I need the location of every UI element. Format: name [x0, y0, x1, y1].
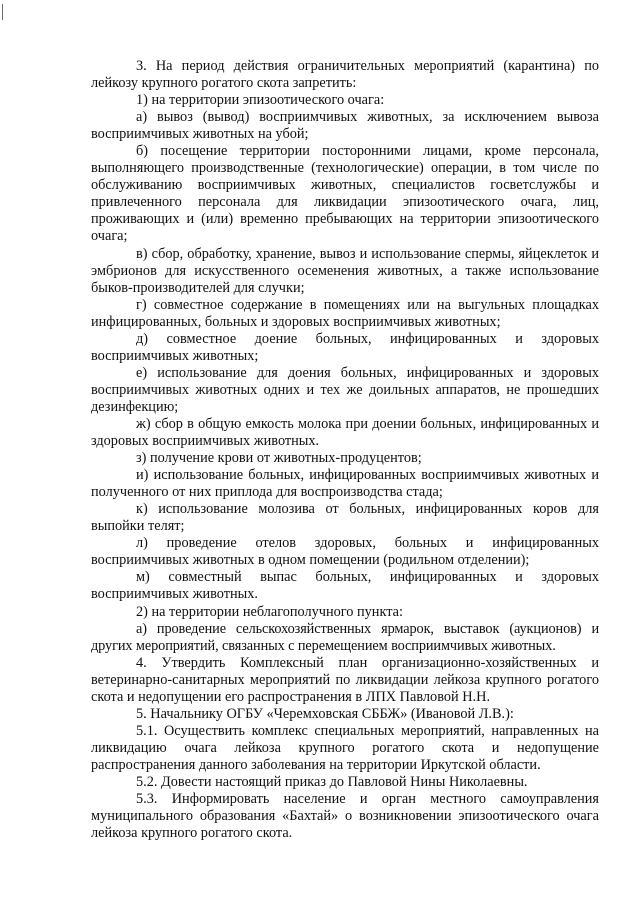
paragraph-3-1-i: и) использование больных, инфицированных восприимчивых животных и полученного от них приплода для воспроизводства стада; [91, 467, 599, 501]
document-body [91, 58, 599, 842]
paragraph-3-1-m: м) совместный выпас больных, инфицированных и здоровых восприимчивых животных. [91, 569, 599, 603]
paragraph-5-2: 5.2. Довести настоящий приказ до Павловой Нины Николаевны. [136, 773, 528, 790]
paragraph-3-1-g: г) совместное содержание в помещениях или на выгульных площадках инфицированных, больных и здоровых восприимчивых животных; [91, 296, 599, 330]
paragraph-3-1-d: д) совместное доение больных, инфицированных и здоровых восприимчивых животных; [91, 330, 599, 364]
paragraph-3-2-a: а) проведение сельскохозяйственных ярмарок, выставок (аукционов) и других мероприятий, связанных с перемещением восприимчивых животных. [91, 620, 599, 654]
paragraph-5-head-of-ogbu: 5. Начальнику ОГБУ «Черемховская СББЖ» (Ивановой Л.В.): [136, 705, 514, 722]
paragraph-4-approve-plan: 4. Утвердить Комплексный план организационно-хозяйственных и ветеринарно-санитарных мероприятий по ликвидации лейкоза крупного рогатого скота и недопущении его распространения в ЛПХ Павловой Н.Н. [91, 654, 599, 705]
paragraph-3-1-b: б) посещение территории посторонними лицами, кроме персонала, выполняющего производственные (технологические) операции, в том числе по обслуживанию восприимчивых животных, специалистов госветслужбы и привлеченного персонала для ликвидации эпизоотического очага, лиц, проживающих и (или) временно пребывающих на территории эпизоотического очага; [91, 143, 599, 245]
paragraph-3-1-zh: ж) сбор в общую емкость молока при доении больных, инфицированных и здоровых восприимчивых животных. [91, 415, 599, 450]
paragraph-5-1: 5.1. Осуществить комплекс специальных мероприятий, направленных на ликвидацию очага лейкоза крупного рогатого скота и недопущение распространения данного заболевания на территории Иркутской области. [91, 722, 599, 773]
paragraph-3-1-z: з) получение крови от животных-продуцентов; [136, 450, 422, 467]
paragraph-3-1-l: л) проведение отелов здоровых, больных и инфицированных восприимчивых животных в одном помещении (родильном отделении); [91, 535, 599, 569]
paragraph-3-1-outbreak-territory: 1) на территории эпизоотического очага: [136, 92, 385, 109]
paragraph-3-2-affected-locality: 2) на территории неблагополучного пункта: [136, 603, 403, 620]
paragraph-3-1-v: в) сбор, обработку, хранение, вывоз и использование спермы, яйцеклеток и эмбрионов для искусственного осеменения животных, а также использование быков-производителей для случки; [91, 245, 599, 296]
paragraph-5-3: 5.3. Информировать население и орган местного самоуправления муниципального образования «Бахтай» о возникновении эпизоотического очага лейкоза крупного рогатого скота. [91, 791, 599, 842]
paragraph-3-1-e: е) использование для доения больных, инфицированных и здоровых восприимчивых животных одних и тех же доильных аппаратов, не прошедших дезинфекцию; [91, 364, 599, 415]
paragraph-3-1-a: а) вывоз (вывод) восприимчивых животных, за исключением вывоза восприимчивых животных на убой; [91, 109, 599, 143]
paragraph-3-1-k: к) использование молозива от больных, инфицированных коров для выпойки телят; [91, 501, 599, 535]
page-edge-mark [2, 4, 3, 20]
paragraph-3-quarantine-bans: 3. На период действия ограничительных мероприятий (карантина) по лейкозу крупного рогатого скота запретить: [91, 58, 599, 92]
